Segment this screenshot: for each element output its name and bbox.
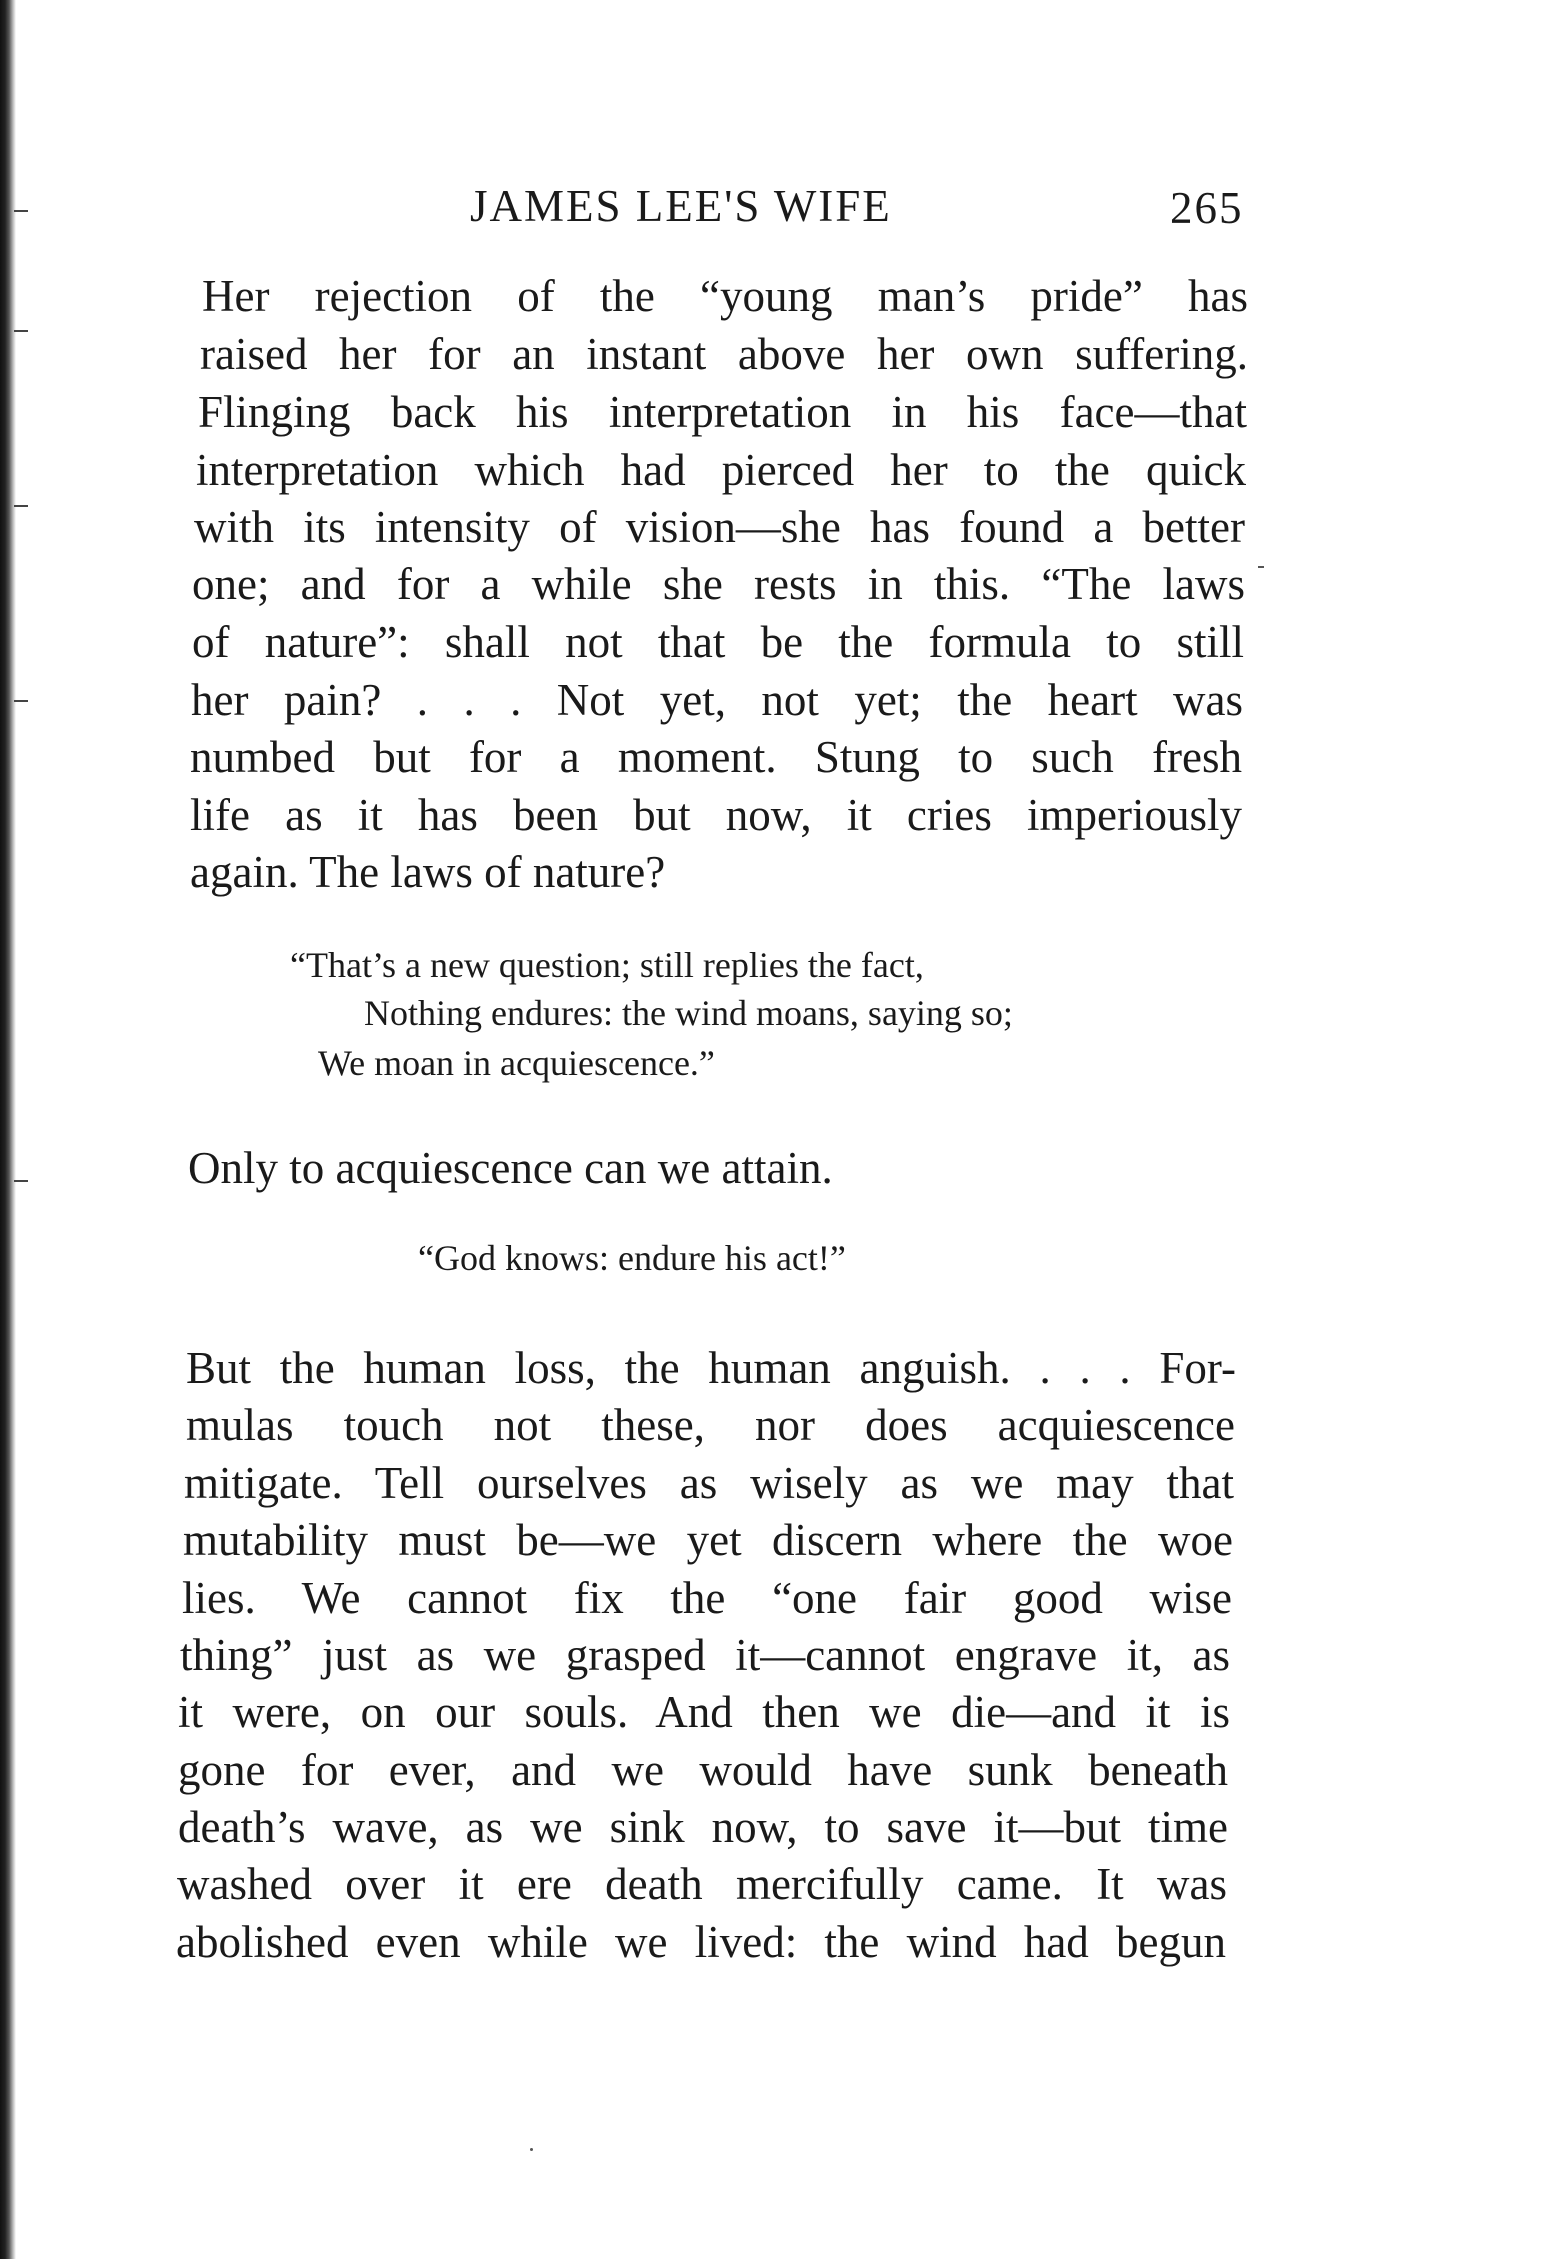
paragraph-2-line: Only to acquiescence can we attain. (188, 1143, 833, 1193)
paragraph-1-line: again. The laws of nature? (190, 847, 666, 897)
paragraph-1-line: one; and for a while she rests in this. “The laws (192, 559, 1245, 609)
paragraph-1-line: her pain? . . . Not yet, not yet; the heart was (191, 675, 1243, 725)
verse-line: “That’s a new question; still replies the fact, (290, 945, 924, 985)
scan-speck (530, 2148, 533, 2151)
scan-speck (1258, 566, 1264, 568)
running-head-title: JAMES LEE'S WIFE (470, 181, 892, 231)
paragraph-1-line: raised her for an instant above her own suffering. (200, 329, 1248, 379)
binding-shadow (0, 0, 16, 2259)
paragraph-3-line: mutability must be—we yet discern where the woe (183, 1515, 1233, 1565)
binding-mark (14, 1180, 28, 1182)
page-number: 265 (1170, 183, 1244, 233)
binding-mark (14, 330, 28, 332)
paragraph-3-line: it were, on our souls. And then we die—and it is (178, 1687, 1230, 1737)
paragraph-3-line: thing” just as we grasped it—cannot engrave it, as (180, 1630, 1230, 1680)
verse-line: We moan in acquiescence.” (318, 1043, 715, 1083)
paragraph-1-line: Flinging back his interpretation in his face—that (198, 387, 1247, 437)
paragraph-3-line: lies. We cannot fix the “one fair good wise (182, 1573, 1232, 1623)
verse-line: “God knows: endure his act!” (418, 1238, 846, 1278)
binding-mark (14, 700, 28, 702)
verse-line: Nothing endures: the wind moans, saying so; (364, 993, 1013, 1033)
paragraph-3-line: mitigate. Tell ourselves as wisely as we may that (184, 1458, 1234, 1508)
paragraph-3-line: mulas touch not these, nor does acquiescence (186, 1400, 1235, 1450)
paragraph-1-line: with its intensity of vision—she has found a better (194, 502, 1245, 552)
paragraph-1-line: of nature”: shall not that be the formula to still (192, 617, 1244, 667)
paragraph-3-line: But the human loss, the human anguish. . . . For- (186, 1343, 1236, 1393)
paragraph-1-line: interpretation which had pierced her to the quick (196, 445, 1246, 495)
binding-mark (14, 210, 28, 212)
paragraph-3-line: death’s wave, as we sink now, to save it—but time (178, 1802, 1228, 1852)
paragraph-1-line: numbed but for a moment. Stung to such fresh (190, 732, 1242, 782)
paragraph-1-line: Her rejection of the “young man’s pride” has (202, 271, 1248, 321)
paragraph-3-line: washed over it ere death mercifully came. It was (177, 1859, 1227, 1909)
binding-mark (14, 505, 28, 507)
paragraph-3-line: gone for ever, and we would have sunk beneath (178, 1745, 1228, 1795)
paragraph-3-line: abolished even while we lived: the wind had begun (176, 1917, 1226, 1967)
paragraph-1-line: life as it has been but now, it cries imperiously (190, 790, 1242, 840)
